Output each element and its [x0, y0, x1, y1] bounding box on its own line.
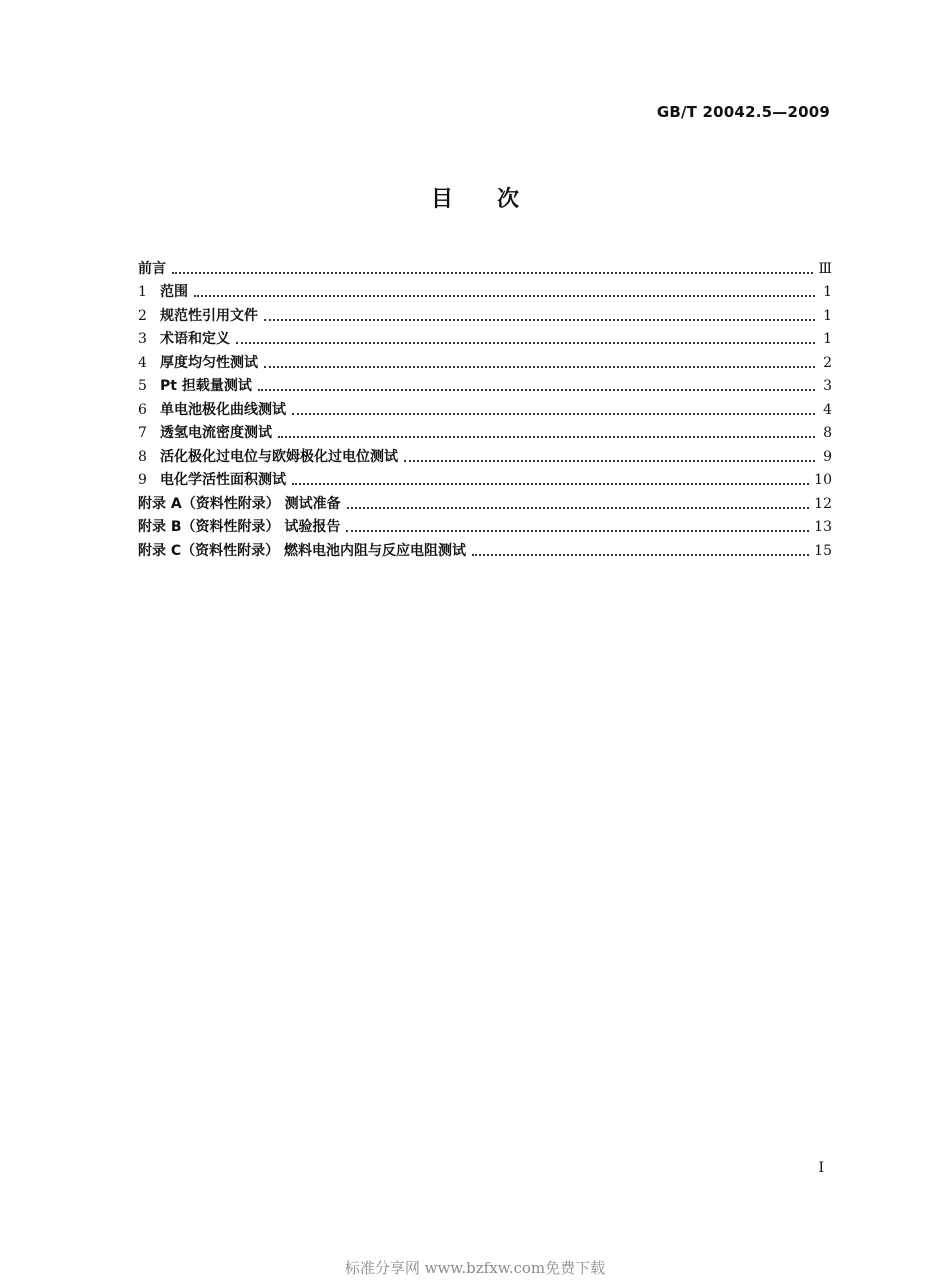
page-title: 目次 [430, 187, 563, 212]
toc-entry-number: 8 [138, 448, 147, 465]
toc-entry-page: 1 [823, 331, 832, 347]
toc-entry-foreword[interactable] [138, 255, 832, 279]
toc-entry-title: 规范性引用文件 [160, 307, 258, 324]
toc-entry-title: 透氢电流密度测试 [160, 425, 272, 441]
table-of-contents [138, 255, 832, 561]
toc-entry-title: 范围 [160, 284, 188, 300]
toc-entry-page: 8 [823, 425, 832, 441]
toc-entry-number: 1 [138, 284, 147, 300]
toc-entry-appendix-b[interactable] [138, 514, 832, 538]
toc-entry-page: 9 [823, 448, 832, 465]
toc-entry-page: 1 [823, 307, 832, 324]
toc-entry-appendix-a[interactable] [138, 490, 832, 514]
toc-entry-5[interactable] [138, 373, 832, 397]
toc-leader-dots [258, 389, 815, 391]
toc-entry-title: 单电池极化曲线测试 [160, 401, 286, 418]
toc-entry-number: 7 [138, 425, 147, 441]
toc-entry-number: 3 [138, 331, 147, 347]
toc-leader-dots [404, 460, 815, 462]
toc-entry-7[interactable] [138, 420, 832, 444]
toc-leader-dots [264, 319, 815, 321]
page-number: I [818, 1160, 824, 1176]
toc-entry-page: 4 [823, 401, 832, 418]
toc-entry-title: Pt 担载量测试 [160, 378, 252, 394]
toc-entry-page: 13 [814, 519, 832, 535]
toc-entry-page: 2 [823, 354, 832, 371]
toc-entry-page: 15 [814, 542, 832, 559]
toc-entry-2[interactable] [138, 302, 832, 326]
watermark-text: 标准分享网 www.bzfxw.com免费下载 [344, 1259, 606, 1277]
toc-leader-dots [292, 413, 815, 415]
toc-leader-dots [172, 272, 813, 274]
toc-entry-appendix-c[interactable] [138, 537, 832, 561]
toc-entry-title: 前言 [138, 260, 166, 277]
toc-entry-1[interactable] [138, 279, 832, 303]
toc-entry-title: 附录 B（资料性附录） 试验报告 [138, 519, 341, 535]
toc-entry-4[interactable] [138, 349, 832, 373]
toc-entry-9[interactable] [138, 467, 832, 491]
toc-leader-dots [264, 366, 815, 368]
toc-entry-page: 12 [814, 495, 832, 512]
toc-leader-dots [236, 342, 815, 344]
toc-leader-dots [292, 483, 809, 485]
toc-leader-dots [194, 295, 815, 297]
toc-entry-number: 5 [138, 378, 147, 394]
toc-entry-page: 3 [823, 378, 832, 394]
toc-entry-6[interactable] [138, 396, 832, 420]
toc-entry-page: 1 [823, 284, 832, 300]
toc-entry-page: 10 [814, 472, 832, 488]
toc-entry-title: 厚度均匀性测试 [160, 354, 258, 371]
toc-entry-3[interactable] [138, 326, 832, 350]
toc-leader-dots [278, 436, 815, 438]
toc-entry-title: 电化学活性面积测试 [160, 472, 286, 488]
toc-leader-dots [346, 530, 809, 532]
toc-entry-number: 6 [138, 401, 147, 418]
toc-entry-8[interactable] [138, 443, 832, 467]
standard-code: GB/T 20042.5—2009 [656, 103, 830, 121]
toc-entry-number: 4 [138, 354, 147, 371]
toc-entry-number: 9 [138, 472, 147, 488]
toc-entry-title: 附录 C（资料性附录） 燃料电池内阻与反应电阻测试 [138, 542, 467, 559]
toc-entry-title: 附录 A（资料性附录） 测试准备 [138, 495, 341, 512]
toc-entry-title: 活化极化过电位与欧姆极化过电位测试 [160, 448, 398, 465]
toc-entry-number: 2 [138, 307, 147, 324]
toc-entry-title: 术语和定义 [160, 331, 230, 347]
toc-leader-dots [472, 554, 809, 556]
toc-entry-page: Ⅲ [818, 260, 832, 277]
toc-leader-dots [347, 507, 810, 509]
